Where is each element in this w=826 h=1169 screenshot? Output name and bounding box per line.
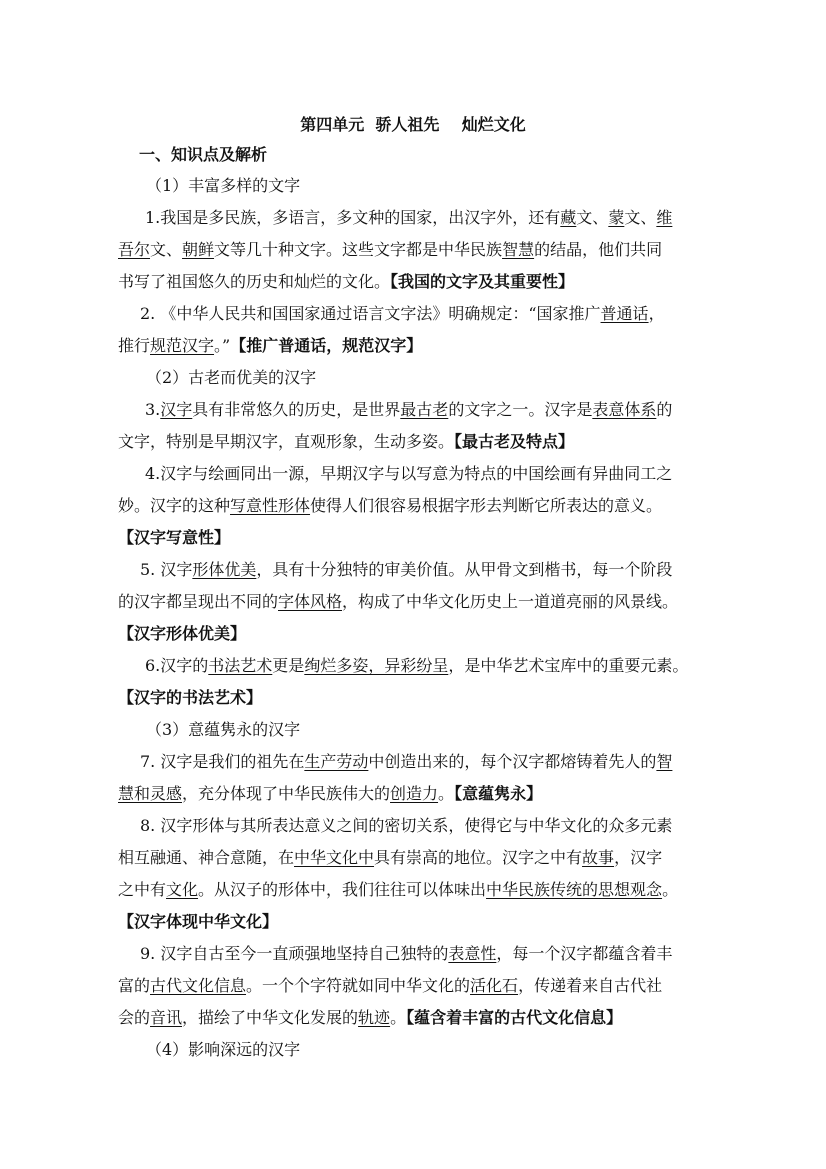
paragraph-9-line-2: 富的古代文化信息。一个个字符就如同中华文化的活化石，传递着来自古代社 (118, 976, 663, 995)
paragraph-5-line-2: 的汉字都呈现出不同的字体风格，构成了中华文化历史上一道道亮丽的风景线。 (118, 592, 679, 611)
subsection-heading-2: （2）古老而优美的汉字 (146, 368, 317, 387)
paragraph-2-line-2: 推行规范汉字。”【推广普通话，规范汉字】 (118, 336, 423, 355)
paragraph-1-line-2: 吾尔文、朝鲜文等几十种文字。这些文字都是中华民族智慧的结晶，他们共同 (118, 240, 663, 259)
paragraph-1-line-1: 1.我国是多民族，多语言，多文种的国家，出汉字外，还有藏文、蒙文、维 (145, 208, 673, 227)
section-heading: 一、知识点及解析 (139, 145, 268, 164)
paragraph-4-line-2: 妙。汉字的这种写意性形体使得人们很容易根据字形去判断它所表达的意义。 (118, 496, 663, 515)
paragraph-6-tag: 【汉字的书法艺术】 (118, 688, 263, 707)
paragraph-8-line-2: 相互融通、神合意随，在中华文化中具有崇高的地位。汉字之中有故事，汉字 (118, 848, 663, 867)
paragraph-4-tag: 【汉字写意性】 (118, 528, 231, 547)
paragraph-3-line-2: 文字，特别是早期汉字，直观形象，生动多姿。【最古老及特点】 (118, 432, 575, 451)
subsection-heading-1: （1）丰富多样的文字 (146, 176, 301, 195)
paragraph-8-line-1: 8. 汉字形体与其所表达意义之间的密切关系，使得它与中华文化的众多元素 (140, 816, 673, 835)
paragraph-1-line-3: 书写了祖国悠久的历史和灿烂的文化。【我国的文字及其重要性】 (118, 272, 575, 291)
paragraph-9-line-1: 9. 汉字自古至今一直顽强地坚持自己独特的表意性，每一个汉字都蕴含着丰 (140, 944, 673, 963)
paragraph-6-line-1: 6.汉字的书法艺术更是绚烂多姿，异彩纷呈，是中华艺术宝库中的重要元素。 (145, 656, 689, 675)
paragraph-7-line-1: 7. 汉字是我们的祖先在生产劳动中创造出来的，每个汉字都熔铸着先人的智 (140, 752, 673, 771)
paragraph-2-line-1: 2. 《中华人民共和国国家通过语言文字法》明确规定：“国家推广普通话， (140, 304, 665, 323)
paragraph-9-line-3: 会的音讯，描绘了中华文化发展的轨迹。【蕴含着丰富的古代文化信息】 (118, 1008, 623, 1027)
subsection-heading-4: （4）影响深远的汉字 (146, 1040, 301, 1059)
paragraph-5-line-1: 5. 汉字形体优美，具有十分独特的审美价值。从甲骨文到楷书，每一个阶段 (140, 560, 673, 579)
paragraph-4-line-1: 4.汉字与绘画同出一源，早期汉字与以写意为特点的中国绘画有异曲同工之 (145, 464, 673, 483)
paragraph-3-line-1: 3.汉字具有非常悠久的历史，是世界最古老的文字之一。汉字是表意体系的 (145, 400, 673, 419)
paragraph-5-tag: 【汉字形体优美】 (118, 624, 247, 643)
paragraph-8-tag: 【汉字体现中华文化】 (118, 912, 279, 931)
subsection-heading-3: （3）意蕴隽永的汉字 (146, 720, 301, 739)
paragraph-8-line-3: 之中有文化。从汉子的形体中，我们往往可以体味出中华民族传统的思想观念。 (118, 880, 679, 899)
paragraph-7-line-2: 慧和灵感，充分体现了中华民族伟大的创造力。【意蕴隽永】 (118, 784, 543, 803)
page-title: 第四单元 骄人祖先 灿烂文化 (300, 115, 526, 134)
